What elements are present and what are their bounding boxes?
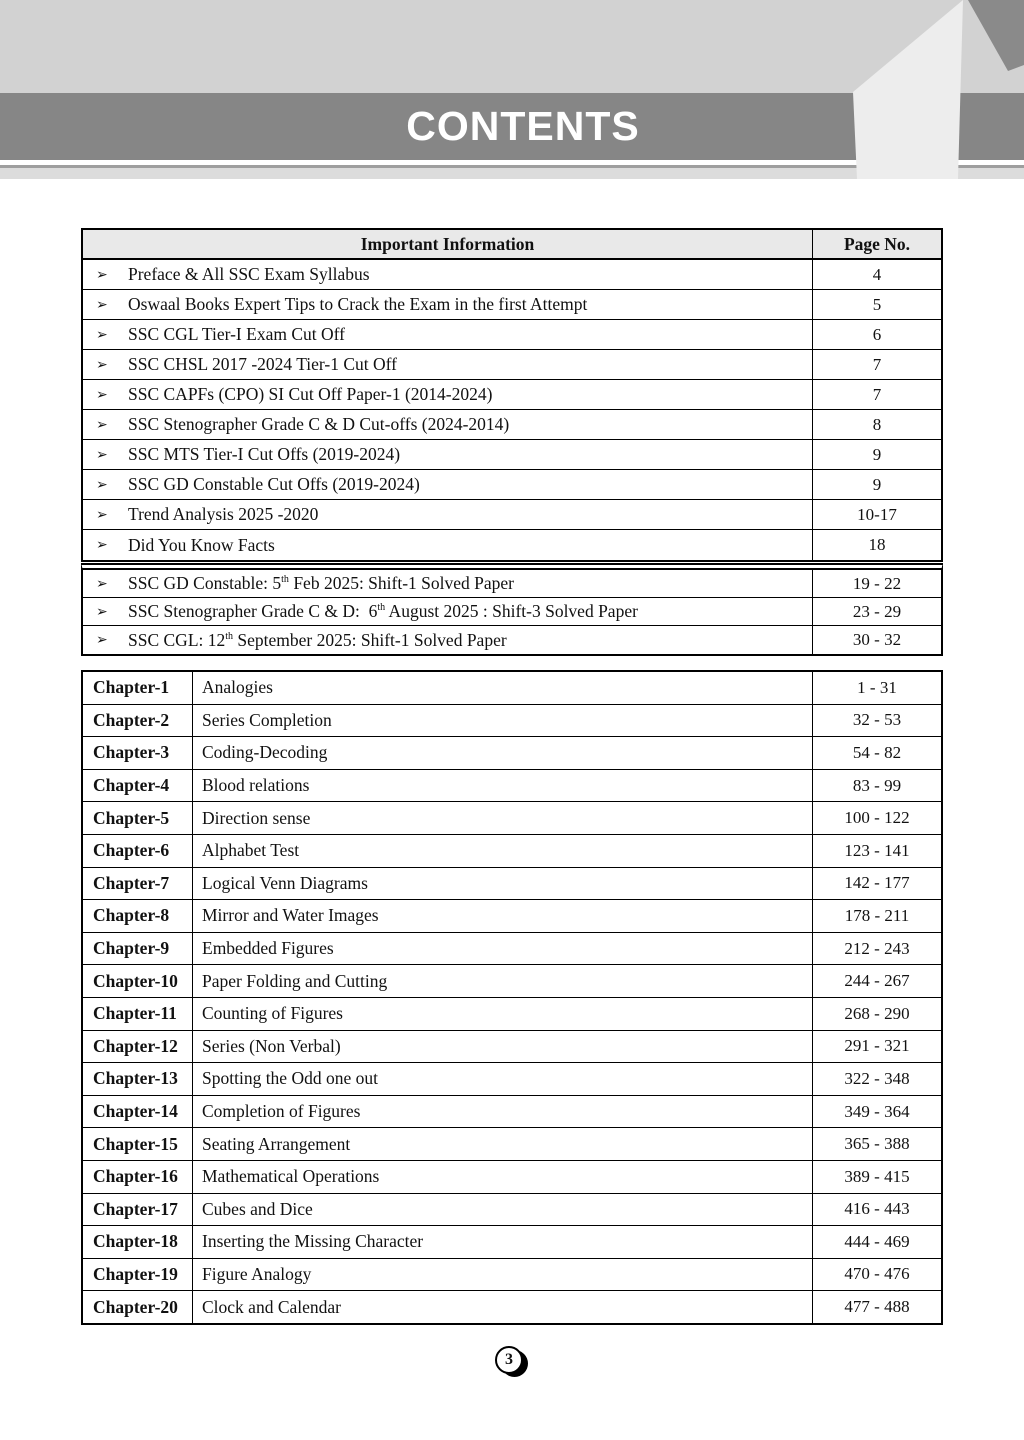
info-item-page: 7 [812,350,941,379]
chapter-title: Counting of Figures [202,1003,343,1024]
solved-papers-table [81,563,943,656]
chapter-pages: 322 - 348 [812,1063,941,1095]
solved-paper-pages: 30 - 32 [812,626,941,654]
chapter-number: Chapter-4 [83,770,193,802]
table-row [83,598,941,626]
chapter-title: Coding-Decoding [202,742,328,763]
page-title: CONTENTS [406,103,640,149]
arrow-bullet-icon: ➢ [96,603,108,620]
chapter-number: Chapter-12 [83,1031,193,1063]
chapter-pages: 477 - 488 [812,1291,941,1323]
info-item-page: 6 [812,320,941,349]
chapter-row [83,998,941,1031]
info-item-label: SSC CHSL 2017 -2024 Tier-1 Cut Off [128,354,398,374]
chapter-number: Chapter-7 [83,868,193,900]
info-item-page: 8 [812,410,941,439]
chapter-row [83,802,941,835]
chapter-row [83,705,941,738]
info-item-label: SSC CAPFs (CPO) SI Cut Off Paper-1 (2014-2024) [128,384,493,404]
chapter-title: Clock and Calendar [202,1296,341,1317]
chapter-row [83,1031,941,1064]
info-item-page: 9 [812,440,941,469]
chapter-title: Series Completion [202,709,332,730]
banner-band [0,93,1024,160]
info-item-page: 9 [812,470,941,499]
table-row [83,440,941,470]
chapter-row [83,737,941,770]
chapter-title: Series (Non Verbal) [202,1035,341,1056]
table-row [83,530,941,560]
page-number-badge [495,1346,529,1380]
chapter-title: Analogies [202,677,273,698]
chapter-pages: 83 - 99 [812,770,941,802]
chapter-pages: 178 - 211 [812,900,941,932]
chapter-title: Cubes and Dice [202,1198,313,1219]
chapter-number: Chapter-14 [83,1096,193,1128]
arrow-bullet-icon: ➢ [96,632,108,648]
chapter-pages: 444 - 469 [812,1226,941,1258]
chapter-pages: 365 - 388 [812,1128,941,1160]
important-information-table [81,228,943,562]
chapter-pages: 470 - 476 [812,1259,941,1291]
arrow-bullet-icon: ➢ [96,506,108,523]
chapter-number: Chapter-11 [83,998,193,1030]
chapter-number: Chapter-3 [83,737,193,769]
info-item-page: 7 [812,380,941,409]
chapter-pages: 1 - 31 [812,672,941,704]
info-item-label: SSC Stenographer Grade C & D Cut-offs (2024-2014) [128,414,510,434]
info-item-label: Did You Know Facts [128,534,275,555]
chapter-number: Chapter-6 [83,835,193,867]
chapter-number: Chapter-19 [83,1259,193,1291]
arrow-bullet-icon: ➢ [96,446,108,463]
solved-paper-pages: 23 - 29 [812,598,941,625]
solved-paper-label: SSC Stenographer Grade C & D: 6th August 2025 : Shift-3 Solved Paper [128,601,638,621]
chapter-row [83,933,941,966]
chapter-number: Chapter-9 [83,933,193,965]
chapter-pages: 291 - 321 [812,1031,941,1063]
info-item-label: Oswaal Books Expert Tips to Crack the Exam in the first Attempt [128,294,588,314]
chapter-title: Mathematical Operations [202,1166,380,1187]
column-header-important-information: Important Information [360,233,535,254]
chapter-row [83,1161,941,1194]
chapter-number: Chapter-10 [83,965,193,997]
banner-top-strip [0,0,1024,93]
chapter-pages: 389 - 415 [812,1161,941,1193]
chapter-row [83,1063,941,1096]
arrow-bullet-icon: ➢ [96,356,108,373]
chapter-row [83,965,941,998]
chapter-number: Chapter-17 [83,1194,193,1226]
arrow-bullet-icon: ➢ [96,416,108,433]
chapter-title: Figure Analogy [202,1263,312,1284]
arrow-bullet-icon: ➢ [96,476,108,493]
chapter-row [83,868,941,901]
chapter-pages: 32 - 53 [812,705,941,737]
info-item-page: 18 [812,530,941,560]
chapter-number: Chapter-16 [83,1161,193,1193]
chapter-number: Chapter-20 [83,1291,193,1323]
table-row [83,320,941,350]
chapter-title: Paper Folding and Cutting [202,970,388,991]
arrow-bullet-icon: ➢ [96,326,108,343]
solved-paper-label: SSC GD Constable: 5th Feb 2025: Shift-1 Solved Paper [128,573,514,593]
chapter-pages: 123 - 141 [812,835,941,867]
chapter-pages: 54 - 82 [812,737,941,769]
table-row [83,260,941,290]
table-row [83,350,941,380]
chapter-title: Mirror and Water Images [202,905,379,926]
info-item-page: 5 [812,290,941,319]
table-row [83,290,941,320]
chapter-row [83,900,941,933]
info-item-label: SSC GD Constable Cut Offs (2019-2024) [128,474,420,494]
chapter-row [83,1226,941,1259]
chapter-title: Direction sense [202,807,311,828]
arrow-bullet-icon: ➢ [96,266,108,283]
chapter-title: Blood relations [202,775,310,796]
info-item-label: SSC CGL Tier-I Exam Cut Off [128,324,345,344]
chapter-number: Chapter-2 [83,705,193,737]
chapter-row [83,1128,941,1161]
banner-sub-strip [0,168,1024,179]
chapters-table [81,670,943,1325]
page-footer [0,1346,1024,1380]
solved-paper-pages: 19 - 22 [812,570,941,597]
chapter-row [83,1291,941,1323]
chapter-row [83,1194,941,1227]
table-row [83,380,941,410]
arrow-bullet-icon: ➢ [96,575,108,592]
chapter-title: Embedded Figures [202,938,334,959]
chapter-title: Seating Arrangement [202,1133,351,1154]
chapter-number: Chapter-5 [83,802,193,834]
info-item-page: 10-17 [812,500,941,529]
table-row [83,570,941,598]
chapter-pages: 268 - 290 [812,998,941,1030]
info-item-label: SSC MTS Tier-I Cut Offs (2019-2024) [128,444,401,464]
chapter-row [83,1259,941,1292]
arrow-bullet-icon: ➢ [96,296,108,313]
page-banner [0,0,1024,179]
chapter-row [83,1096,941,1129]
chapter-number: Chapter-13 [83,1063,193,1095]
chapter-number: Chapter-18 [83,1226,193,1258]
arrow-bullet-icon: ➢ [96,386,108,403]
chapter-pages: 212 - 243 [812,933,941,965]
page-number: 3 [495,1346,523,1374]
table-row [83,470,941,500]
info-item-label: Trend Analysis 2025 -2020 [128,504,319,524]
chapter-pages: 142 - 177 [812,868,941,900]
chapter-pages: 416 - 443 [812,1194,941,1226]
chapter-number: Chapter-15 [83,1128,193,1160]
chapter-pages: 244 - 267 [812,965,941,997]
table-row [83,626,941,654]
chapter-number: Chapter-1 [83,672,193,704]
chapter-title: Logical Venn Diagrams [202,872,368,893]
chapter-title: Spotting the Odd one out [202,1068,378,1089]
chapter-pages: 100 - 122 [812,802,941,834]
chapter-pages: 349 - 364 [812,1096,941,1128]
table-header-row [83,230,941,260]
solved-paper-label: SSC CGL: 12th September 2025: Shift-1 Solved Paper [128,629,507,650]
info-item-page: 4 [812,260,941,289]
chapter-title: Inserting the Missing Character [202,1231,424,1252]
chapter-number: Chapter-8 [83,900,193,932]
chapter-title: Completion of Figures [202,1101,361,1122]
chapter-title: Alphabet Test [202,840,300,861]
table-row [83,500,941,530]
arrow-bullet-icon: ➢ [96,537,108,553]
chapter-row [83,835,941,868]
info-item-label: Preface & All SSC Exam Syllabus [128,264,370,284]
table-row [83,410,941,440]
chapter-row [83,770,941,803]
column-header-page-no: Page No. [812,230,941,258]
chapter-row [83,672,941,705]
